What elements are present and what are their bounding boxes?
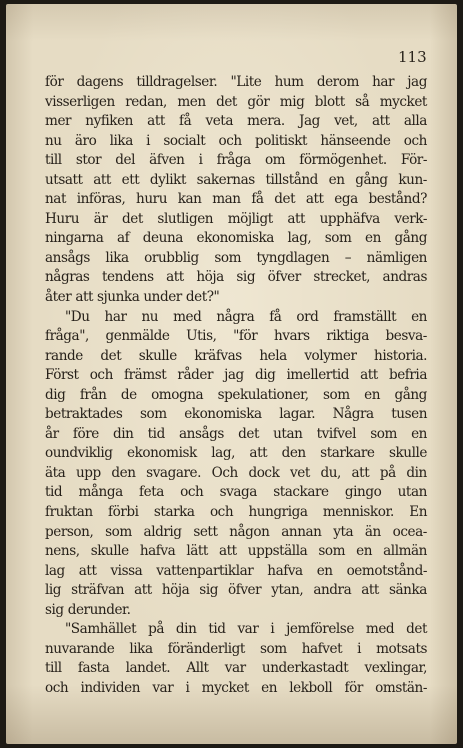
text-line: till fasta landet. Allt var underkastadt vexlingar, [45, 660, 427, 677]
text-line: fråga", genmälde Utis, "för hvars riktiga besva- [45, 328, 427, 345]
text-line: dig från de omogna spekulationer, som en gång [45, 386, 427, 403]
text-line: Först och främst råder jag dig imellertid att befria [45, 367, 427, 384]
text-line: ningarna af deuna ekonomiska lag, som en gång [45, 230, 427, 247]
text-line: någras tendens att höja sig öfver strecket, andras [45, 269, 427, 286]
text-line: oundviklig ekonomisk lag, att den starkare skulle [45, 445, 427, 462]
text-line: nat införas, huru kan man få det att ega bestånd? [45, 191, 427, 208]
page-number: 113 [398, 48, 427, 66]
text-line: nens, skulle hafva lätt att uppställa som en allmän [45, 543, 427, 560]
text-line: till stor del äfven i fråga om förmögenhet. För- [45, 152, 427, 169]
text-line: nu äro lika i socialt och politiskt hänseende och [45, 132, 427, 149]
text-line: utsatt att ett dylikt sakernas tillstånd en gång kun- [45, 171, 427, 188]
text-line: mer nyfiken att få veta mera. Jag vet, att alla [45, 113, 427, 130]
book-page [6, 4, 457, 744]
text-line: nuvarande lika föränderligt som hafvet i motsats [45, 640, 427, 657]
text-line: lig sträfvan att höja sig öfver ytan, andra att sänka [45, 582, 427, 599]
text-line: äta upp den svagare. Och dock vet du, att på din [45, 464, 427, 481]
text-line: ansågs lika orubblig som tyngdlagen – nämligen [45, 249, 427, 266]
text-line: "Du har nu med några få ord framställt en [65, 308, 427, 325]
text-line: Huru är det slutligen möjligt att upphäfva verk- [45, 210, 427, 227]
text-line: åter att sjunka under det?" [45, 289, 220, 306]
text-line: och individen var i mycket en lekboll för omstän- [45, 679, 427, 696]
text-line: fruktan förbi starka och hungriga menniskor. En [45, 504, 427, 521]
text-line: lag att vissa vattenpartiklar hafva en oemotstånd- [45, 562, 427, 579]
text-line: visserligen redan, men det gör mig blott så mycket [45, 93, 427, 110]
text-line: för dagens tilldragelser. "Lite hum derom har jag [45, 74, 427, 90]
text-line: betraktades som ekonomiska lagar. Några tusen [45, 406, 427, 423]
text-line: år före din tid ansågs det utan tvifvel som en [45, 425, 427, 442]
text-line: sig derunder. [45, 601, 131, 618]
text-line: tid många feta och svaga stackare gingo utan [45, 484, 427, 501]
body-text [45, 73, 427, 699]
text-line: "Samhället på din tid var i jemförelse med det [65, 621, 427, 638]
text-line: rande det skulle kräfvas hela volymer historia. [45, 347, 427, 364]
text-line: person, som aldrig sett någon annan yta än ocea- [45, 523, 427, 540]
